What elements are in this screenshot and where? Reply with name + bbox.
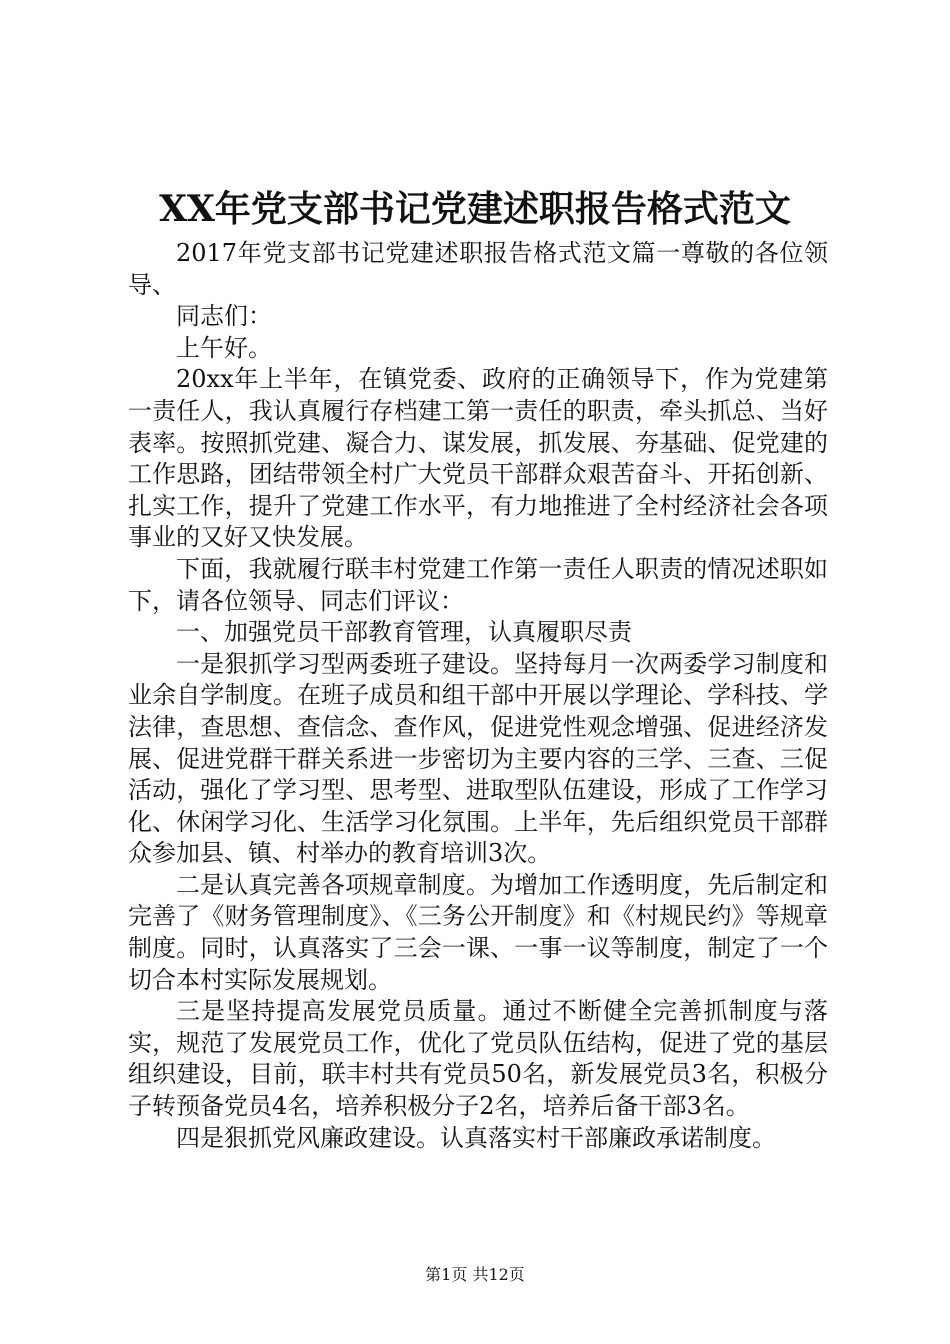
paragraph-point-2: 二是认真完善各项规章制度。为增加工作透明度，先后制定和完善了《财务管理制度》、《三务公开制度》和《村规民约》等规章制度。同时，认真落实了三会一课、一事一议等制度，制定了一个切合本村实际发展规划。 <box>128 870 828 994</box>
paragraph-greeting: 上午好。 <box>176 333 272 362</box>
page-footer: 第1页 共12页 <box>425 1265 525 1284</box>
paragraph-intro: 20xx年上半年，在镇党委、政府的正确领导下，作为党建第一责任人，我认真履行存档建工第一责任的职责，牵头抓总、当好表率。按照抓党建、凝合力、谋发展，抓发展、夯基础、促党建的工作思路，团结带领全村广大党员干部群众艰苦奋斗、开拓创新、扎实工作，提升了党建工作水平，有力地推进了全村经济社会各项事业的又好又快发展。 <box>128 365 828 552</box>
paragraph-salutation: 2017年党支部书记党建述职报告格式范文篇一尊敬的各位领导、 <box>128 239 828 299</box>
paragraph-comrades: 同志们： <box>176 302 272 331</box>
document-body <box>128 238 828 1154</box>
paragraph-report-lead: 下面，我就履行联丰村党建工作第一责任人职责的情况述职如下，请各位领导、同志们评议： <box>128 554 828 615</box>
paragraph-point-1: 一是狠抓学习型两委班子建设。坚持每月一次两委学习制度和业余自学制度。在班子成员和组干部中开展以学理论、学科技、学法律，查思想、查信念、查作风，促进党性观念增强、促进经济发展、促进党群干群关系进一步密切为主要内容的三学、三查、三促活动，强化了学习型、思考型、进取型队伍建设，形成了工作学习化、休闲学习化、生活学习化氛围。上半年，先后组织党员干部群众参加县、镇、村举办的教育培训3次。 <box>128 649 828 868</box>
section-heading-1: 一、加强党员干部教育管理，认真履职尽责 <box>176 618 632 647</box>
paragraph-point-3: 三是坚持提高发展党员质量。通过不断健全完善抓制度与落实，规范了发展党员工作，优化了党员队伍结构，促进了党的基层组织建设，目前，联丰村共有党员50名，新发展党员3名，积极分子转预备党员4名，培养积极分子2名，培养后备干部3名。 <box>128 997 828 1121</box>
document-title: XX年党支部书记党建述职报告格式范文 <box>159 188 791 230</box>
paragraph-point-4: 四是狠抓党风廉政建设。认真落实村干部廉政承诺制度。 <box>176 1123 776 1152</box>
